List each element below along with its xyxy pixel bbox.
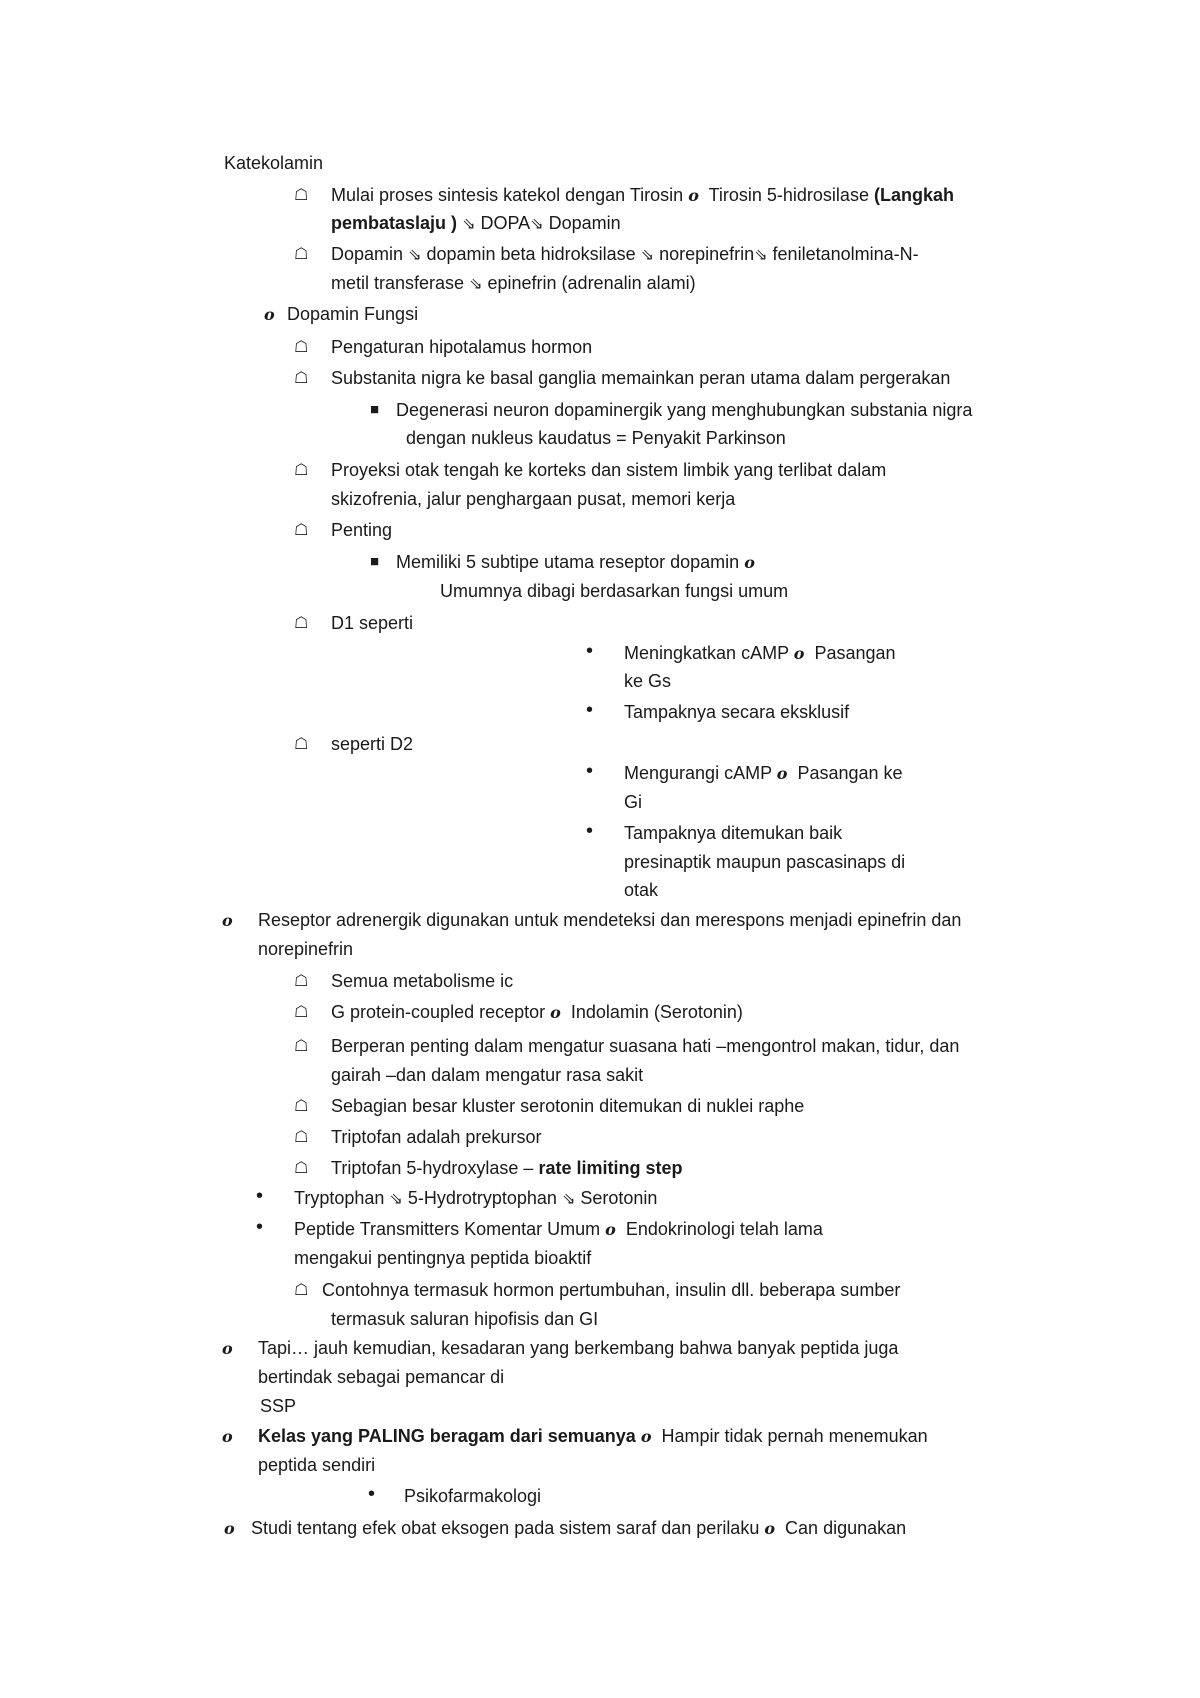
text-line: Degenerasi neuron dopaminergik yang menghubungkan substania nigra xyxy=(396,400,973,420)
text-line: Kelas yang PALING beragam dari semuanya o Hampir tidak pernah menemukan xyxy=(258,1426,928,1446)
block-bullet-icon: ■ xyxy=(370,553,380,570)
text-line: Reseptor adrenergik digunakan untuk mendeteksi dan merespons menjadi epinefrin dan xyxy=(258,910,962,930)
square-bullet-icon: ☖ xyxy=(294,736,309,753)
text-line: Sebagian besar kluster serotonin ditemukan di nuklei raphe xyxy=(331,1096,805,1116)
text-line: Psikofarmakologi xyxy=(404,1486,542,1506)
text-line: metil transferase ⇘ epinefrin (adrenalin alami) xyxy=(331,273,696,293)
bullet-icon: • xyxy=(256,1185,264,1207)
bullet-icon: • xyxy=(368,1483,376,1505)
text-line: Meningkatkan cAMP o Pasangan xyxy=(624,643,896,663)
circle-bullet-icon: o xyxy=(764,1519,776,1538)
arrow-icon: ⇘ xyxy=(754,247,768,264)
square-bullet-icon: ☖ xyxy=(294,1038,309,1055)
square-bullet-icon: ☖ xyxy=(294,522,309,539)
text-line: Studi tentang efek obat eksogen pada sistem saraf dan perilaku o Can digunakan xyxy=(251,1518,907,1538)
circle-bullet-icon: o xyxy=(776,764,788,783)
square-bullet-icon: ☖ xyxy=(294,187,309,204)
text-line: Penting xyxy=(331,520,393,540)
arrow-icon: ⇘ xyxy=(530,216,544,233)
text-line: Pengaturan hipotalamus hormon xyxy=(331,337,593,357)
square-bullet-icon: ☖ xyxy=(294,1004,309,1021)
circle-bullet-icon: o xyxy=(605,1220,616,1239)
text-line: Peptide Transmitters Komentar Umum o Endokrinologi telah lama xyxy=(294,1219,823,1239)
circle-bullet-icon: o xyxy=(744,553,755,572)
text-line: norepinefrin xyxy=(258,939,354,959)
text-line: Proyeksi otak tengah ke korteks dan sistem limbik yang terlibat dalam xyxy=(331,460,887,480)
text-line: Dopamin Fungsi xyxy=(287,304,419,324)
square-bullet-icon: ☖ xyxy=(294,1098,309,1115)
circle-bullet-icon: o xyxy=(224,1519,235,1538)
block-bullet-icon: ■ xyxy=(370,401,380,418)
text-line: Gi xyxy=(624,792,642,812)
text-line: seperti D2 xyxy=(331,734,414,754)
square-bullet-icon: ☖ xyxy=(294,1282,309,1299)
text-line: G protein-coupled receptor o Indolamin (Serotonin) xyxy=(331,1002,743,1022)
square-bullet-icon: ☖ xyxy=(294,1160,309,1177)
text-line: Semua metabolisme ic xyxy=(331,971,514,991)
circle-bullet-icon: o xyxy=(640,1427,652,1446)
text-line: presinaptik maupun pascasinaps di xyxy=(624,852,906,872)
square-bullet-icon: ☖ xyxy=(294,615,309,632)
text-line: dengan nukleus kaudatus = Penyakit Parkinson xyxy=(406,428,786,448)
arrow-icon: ⇘ xyxy=(462,216,476,233)
arrow-icon: ⇘ xyxy=(561,1191,576,1208)
arrow-icon: ⇘ xyxy=(408,247,422,264)
text-line: SSP xyxy=(260,1396,297,1416)
text-line: mengakui pentingnya peptida bioaktif xyxy=(294,1248,592,1268)
text-line: Umumnya dibagi berdasarkan fungsi umum xyxy=(440,581,789,601)
bullet-icon: • xyxy=(586,820,594,842)
text-line: skizofrenia, jalur penghargaan pusat, memori kerja xyxy=(331,489,736,509)
text-line: Tampaknya secara eksklusif xyxy=(624,702,850,722)
square-bullet-icon: ☖ xyxy=(294,246,309,263)
text-line: otak xyxy=(624,880,659,900)
text-line: Tryptophan ⇘ 5-Hydrotryptophan ⇘ Serotonin xyxy=(294,1188,658,1208)
text-line: peptida sendiri xyxy=(258,1455,376,1475)
heading-katekolamin: Katekolamin xyxy=(224,153,324,173)
square-bullet-icon: ☖ xyxy=(294,973,309,990)
text-line: Triptofan 5-hydroxylase – rate limiting step xyxy=(331,1158,683,1178)
circle-bullet-icon: o xyxy=(222,1339,233,1358)
arrow-icon: ⇘ xyxy=(389,1191,403,1208)
square-bullet-icon: ☖ xyxy=(294,370,309,387)
text-line: D1 seperti xyxy=(331,613,414,633)
text-line: termasuk saluran hipofisis dan GI xyxy=(331,1309,599,1329)
text-line: bertindak sebagai pemancar di xyxy=(258,1367,505,1387)
bullet-icon: • xyxy=(586,699,594,721)
square-bullet-icon: ☖ xyxy=(294,462,309,479)
text-line: Contohnya termasuk hormon pertumbuhan, insulin dll. beberapa sumber xyxy=(322,1280,901,1300)
text-line: pembataslaju ) ⇘ DOPA⇘ Dopamin xyxy=(331,213,621,233)
text-line: ke Gs xyxy=(624,671,672,691)
text-line: Tampaknya ditemukan baik xyxy=(624,823,843,843)
text-line: Memiliki 5 subtipe utama reseptor dopamin o xyxy=(396,552,755,572)
circle-bullet-icon: o xyxy=(222,1427,233,1446)
arrow-icon: ⇘ xyxy=(469,276,483,293)
circle-bullet-icon: o xyxy=(222,911,233,930)
text-line: Triptofan adalah prekursor xyxy=(331,1127,542,1147)
circle-bullet-icon: o xyxy=(688,186,699,205)
text-line: gairah –dan dalam mengatur rasa sakit xyxy=(331,1065,644,1085)
bullet-icon: • xyxy=(586,640,594,662)
circle-bullet-icon: o xyxy=(793,644,805,663)
text-line: Berperan penting dalam mengatur suasana hati –mengontrol makan, tidur, dan xyxy=(331,1036,960,1056)
text-line: Dopamin ⇘ dopamin beta hidroksilase ⇘ norepinefrin⇘ feniletanolmina-N- xyxy=(331,244,919,264)
text-line: Mengurangi cAMP o Pasangan ke xyxy=(624,763,903,783)
text-line: Mulai proses sintesis katekol dengan Tirosin o Tirosin 5-hidrosilase (Langkah xyxy=(331,185,954,205)
bullet-icon: • xyxy=(256,1216,264,1238)
text-line: Tapi… jauh kemudian, kesadaran yang berkembang bahwa banyak peptida juga xyxy=(258,1338,899,1358)
text-line: Substanita nigra ke basal ganglia memainkan peran utama dalam pergerakan xyxy=(331,368,951,388)
arrow-icon: ⇘ xyxy=(640,247,655,264)
bullet-icon: • xyxy=(586,760,594,782)
square-bullet-icon: ☖ xyxy=(294,339,309,356)
square-bullet-icon: ☖ xyxy=(294,1129,309,1146)
circle-bullet-icon: o xyxy=(550,1003,561,1022)
circle-bullet-icon: o xyxy=(264,305,275,324)
